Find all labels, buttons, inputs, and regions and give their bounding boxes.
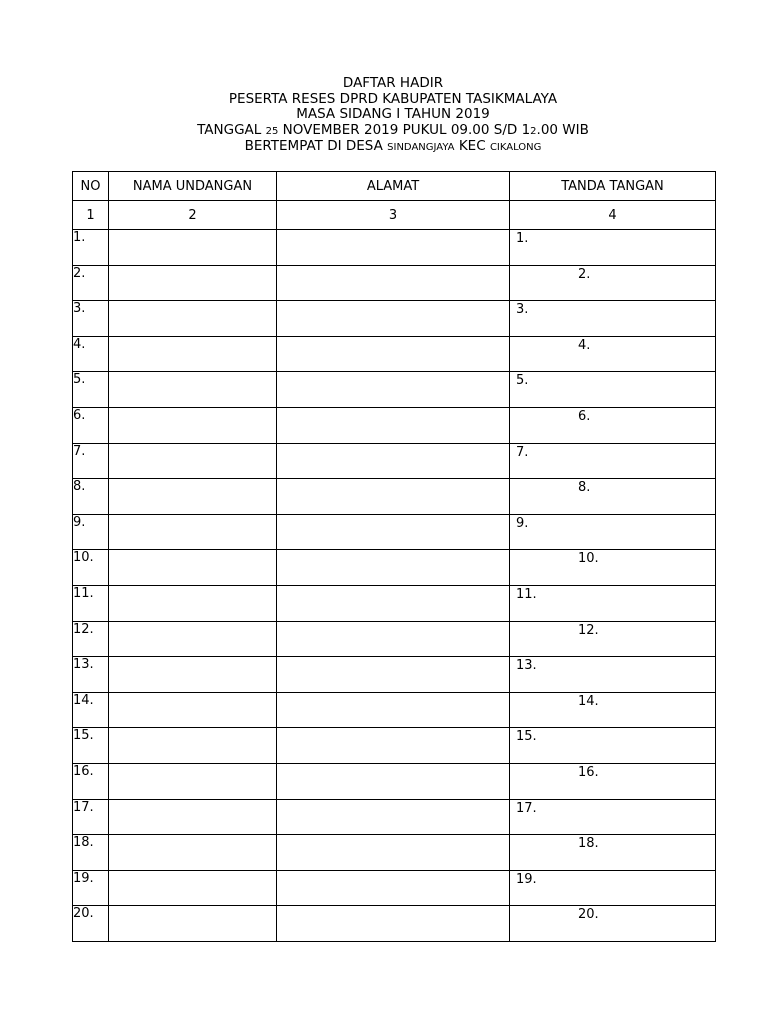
name-cell[interactable] bbox=[109, 799, 277, 835]
address-cell[interactable] bbox=[277, 301, 510, 337]
district-label: KEC bbox=[454, 138, 490, 154]
name-cell[interactable] bbox=[109, 585, 277, 621]
row-number: 12. bbox=[73, 621, 109, 657]
table-row bbox=[73, 621, 716, 657]
name-cell[interactable] bbox=[109, 514, 277, 550]
address-cell[interactable] bbox=[277, 443, 510, 479]
signature-number: 6. bbox=[578, 408, 591, 424]
row-number: 18. bbox=[73, 835, 109, 871]
name-cell[interactable] bbox=[109, 621, 277, 657]
signature-cell[interactable] bbox=[510, 301, 716, 337]
table-row bbox=[73, 479, 716, 515]
column-index-4: 4 bbox=[510, 201, 716, 230]
name-cell[interactable] bbox=[109, 230, 277, 266]
table-row bbox=[73, 728, 716, 764]
row-number: 4. bbox=[73, 336, 109, 372]
address-cell[interactable] bbox=[277, 265, 510, 301]
row-number: 6. bbox=[73, 407, 109, 443]
column-index-3: 3 bbox=[277, 201, 510, 230]
row-number: 3. bbox=[73, 301, 109, 337]
name-cell[interactable] bbox=[109, 407, 277, 443]
signature-number: 1. bbox=[516, 231, 529, 246]
name-cell[interactable] bbox=[109, 728, 277, 764]
signature-cell[interactable] bbox=[510, 799, 716, 835]
signature-cell[interactable] bbox=[510, 230, 716, 266]
signature-number: 17. bbox=[516, 800, 537, 816]
table-row bbox=[73, 870, 716, 906]
signature-cell[interactable] bbox=[510, 906, 716, 942]
signature-cell[interactable] bbox=[510, 870, 716, 906]
column-header-alamat: ALAMAT bbox=[277, 172, 510, 201]
signature-number: 12. bbox=[578, 622, 599, 638]
name-cell[interactable] bbox=[109, 301, 277, 337]
name-cell[interactable] bbox=[109, 265, 277, 301]
signature-number: 19. bbox=[516, 871, 537, 887]
row-number: 8. bbox=[73, 479, 109, 515]
row-number: 9. bbox=[73, 514, 109, 550]
row-number: 15. bbox=[73, 728, 109, 764]
address-cell[interactable] bbox=[277, 799, 510, 835]
address-cell[interactable] bbox=[277, 230, 510, 266]
name-cell[interactable] bbox=[109, 479, 277, 515]
signature-cell[interactable] bbox=[510, 443, 716, 479]
address-cell[interactable] bbox=[277, 692, 510, 728]
row-number: 14. bbox=[73, 692, 109, 728]
date-label: TANGGAL bbox=[197, 121, 266, 138]
signature-number: 5. bbox=[516, 373, 529, 389]
signature-cell[interactable] bbox=[510, 728, 716, 764]
column-header-tanda-tangan: TANDA TANGAN bbox=[510, 172, 716, 201]
signature-cell[interactable] bbox=[510, 407, 716, 443]
signature-number: 10. bbox=[578, 551, 599, 567]
address-cell[interactable] bbox=[277, 728, 510, 764]
subtitle-session: MASA SIDANG I TAHUN 2019 bbox=[296, 106, 490, 122]
table-row bbox=[73, 336, 716, 372]
signature-number: 8. bbox=[578, 480, 591, 496]
signature-number: 18. bbox=[578, 836, 599, 852]
column-index-row bbox=[73, 201, 716, 230]
column-index-1: 1 bbox=[73, 201, 109, 230]
location-label: BERTEMPAT DI DESA bbox=[244, 138, 388, 154]
name-cell[interactable] bbox=[109, 657, 277, 693]
subtitle-participants: PESERTA RESES DPRD KABUPATEN TASIKMALAYA bbox=[228, 90, 558, 107]
table-row bbox=[73, 906, 716, 942]
table-row bbox=[73, 799, 716, 835]
signature-cell[interactable] bbox=[510, 692, 716, 728]
signature-cell[interactable] bbox=[510, 265, 716, 301]
row-number: 2. bbox=[73, 265, 109, 301]
signature-number: 20. bbox=[578, 907, 599, 923]
name-cell[interactable] bbox=[109, 835, 277, 871]
signature-number: 7. bbox=[516, 444, 529, 460]
signature-cell[interactable] bbox=[510, 550, 716, 586]
signature-number: 3. bbox=[516, 302, 529, 318]
table-row bbox=[73, 657, 716, 693]
date-month-time: NOVEMBER 2019 PUKUL 09.00 S/D 1 bbox=[278, 121, 531, 138]
title-line: DAFTAR HADIR bbox=[342, 75, 444, 91]
end-time-suffix: .00 WIB bbox=[536, 121, 589, 138]
address-cell[interactable] bbox=[277, 514, 510, 550]
signature-number: 16. bbox=[578, 764, 599, 780]
end-hour-digit: 2 bbox=[530, 125, 537, 137]
date-day: 25 bbox=[265, 125, 279, 137]
table-row bbox=[73, 835, 716, 871]
table-header-row bbox=[73, 172, 716, 201]
village-name: SINDANGJAYA bbox=[387, 142, 455, 153]
row-number: 7. bbox=[73, 443, 109, 479]
name-cell[interactable] bbox=[109, 870, 277, 906]
table-row bbox=[73, 265, 716, 301]
address-cell[interactable] bbox=[277, 550, 510, 586]
address-cell[interactable] bbox=[277, 906, 510, 942]
address-cell[interactable] bbox=[277, 585, 510, 621]
table-row bbox=[73, 692, 716, 728]
table-row bbox=[73, 514, 716, 550]
signature-cell[interactable] bbox=[510, 763, 716, 799]
signature-number: 13. bbox=[516, 658, 537, 674]
address-cell[interactable] bbox=[277, 372, 510, 408]
signature-number: 4. bbox=[578, 337, 591, 353]
name-cell[interactable] bbox=[109, 336, 277, 372]
address-cell[interactable] bbox=[277, 657, 510, 693]
row-number: 17. bbox=[73, 799, 109, 835]
address-cell[interactable] bbox=[277, 870, 510, 906]
table-row bbox=[73, 550, 716, 586]
signature-cell[interactable] bbox=[510, 585, 716, 621]
table-row bbox=[73, 443, 716, 479]
name-cell[interactable] bbox=[109, 550, 277, 586]
date-time-line bbox=[0, 123, 768, 140]
signature-number: 14. bbox=[578, 693, 599, 709]
signature-number: 15. bbox=[516, 729, 537, 745]
address-cell[interactable] bbox=[277, 479, 510, 515]
location-line bbox=[0, 139, 768, 156]
attendance-table bbox=[72, 171, 716, 942]
address-cell[interactable] bbox=[277, 835, 510, 871]
table-row bbox=[73, 372, 716, 408]
address-cell[interactable] bbox=[277, 621, 510, 657]
name-cell[interactable] bbox=[109, 372, 277, 408]
signature-cell[interactable] bbox=[510, 336, 716, 372]
table-row bbox=[73, 585, 716, 621]
address-cell[interactable] bbox=[277, 763, 510, 799]
table-row bbox=[73, 301, 716, 337]
table-row bbox=[73, 407, 716, 443]
district-name: CIKALONG bbox=[489, 142, 542, 153]
signature-cell[interactable] bbox=[510, 657, 716, 693]
name-cell[interactable] bbox=[109, 763, 277, 799]
signature-cell[interactable] bbox=[510, 479, 716, 515]
column-header-nama: NAMA UNDANGAN bbox=[109, 172, 277, 201]
name-cell[interactable] bbox=[109, 906, 277, 942]
row-number: 13. bbox=[73, 657, 109, 693]
signature-number: 2. bbox=[578, 266, 591, 282]
name-cell[interactable] bbox=[109, 443, 277, 479]
row-number: 11. bbox=[73, 585, 109, 621]
row-number: 10. bbox=[73, 550, 109, 586]
address-cell[interactable] bbox=[277, 336, 510, 372]
column-index-2: 2 bbox=[109, 201, 277, 230]
row-number: 19. bbox=[73, 870, 109, 906]
address-cell[interactable] bbox=[277, 407, 510, 443]
signature-number: 11. bbox=[516, 586, 537, 602]
signature-cell[interactable] bbox=[510, 372, 716, 408]
row-number: 16. bbox=[73, 763, 109, 799]
table-row bbox=[73, 763, 716, 799]
table-row bbox=[73, 230, 716, 266]
signature-number: 9. bbox=[516, 515, 529, 531]
row-number: 5. bbox=[73, 372, 109, 408]
document-header bbox=[0, 76, 768, 156]
signature-cell[interactable] bbox=[510, 514, 716, 550]
row-number: 1. bbox=[73, 230, 109, 266]
name-cell[interactable] bbox=[109, 692, 277, 728]
signature-cell[interactable] bbox=[510, 621, 716, 657]
signature-cell[interactable] bbox=[510, 835, 716, 871]
column-header-no: NO bbox=[73, 172, 109, 201]
row-number: 20. bbox=[73, 906, 109, 942]
